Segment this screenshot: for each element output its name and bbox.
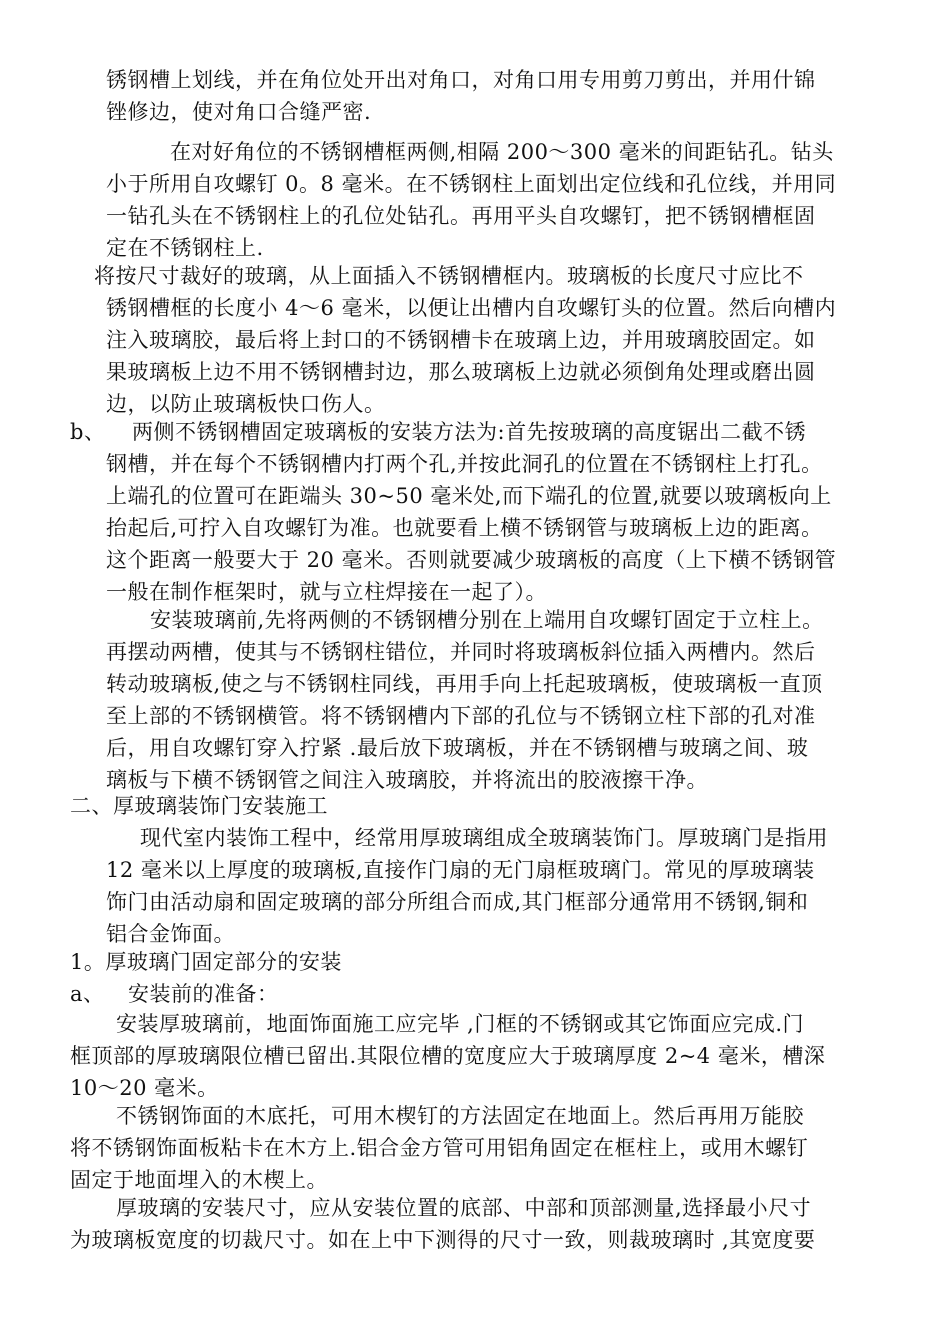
text-line: 不锈钢饰面的木底托，可用木楔钉的方法固定在地面上。然后再用万能胶 [116,1104,804,1128]
text-line: 在对好角位的不锈钢槽框两侧,相隔 200～300 毫米的间距钻孔。钻头 [170,140,834,164]
text-line: 厚玻璃的安装尺寸，应从安装位置的底部、中部和顶部测量,选择最小尺寸 [116,1196,812,1220]
list-item-heading: 安装前的准备： [128,982,279,1006]
text-line: 两侧不锈钢槽固定玻璃板的安装方法为:首先按玻璃的高度锯出二截不锈 [132,420,807,444]
text-line: 后，用自攻螺钉穿入拧紧 .最后放下玻璃板，并在不锈钢槽与玻璃之间、玻 [106,736,809,760]
text-line: 抬起后,可拧入自攻螺钉为准。也就要看上横不锈钢管与玻璃板上边的距离。 [106,516,823,540]
paragraph-3 [94,260,837,420]
text-line: 将不锈钢饰面板粘卡在木方上.铝合金方管可用铝角固定在框柱上，或用木螺钉 [70,1136,809,1160]
paragraph-5 [106,604,824,796]
text-line: 果玻璃板上边不用不锈钢槽封边，那么玻璃板上边就必须倒角处理或磨出圆 [106,360,816,384]
text-line: 饰门由活动扇和固定玻璃的部分所组合而成,其门框部分通常用不锈钢,铜和 [106,890,809,914]
text-line: 这个距离一般要大于 20 毫米。否则就要减少玻璃板的高度（上下横不锈钢管 [106,548,837,572]
text-line: 璃板与下横不锈钢管之间注入玻璃胶，并将流出的胶液擦干净。 [106,768,708,792]
text-line: 一般在制作框架时，就与立柱焊接在一起了）。 [106,580,547,604]
text-line: 锈钢槽框的长度小 4～6 毫米，以便让出槽内自攻螺钉头的位置。然后向槽内 [106,296,837,320]
text-line: 至上部的不锈钢横管。将不锈钢槽内下部的孔位与不锈钢立柱下部的孔对准 [106,704,816,728]
paragraph-2 [106,136,836,264]
text-line: 12 毫米以上厚度的玻璃板,直接作门扇的无门扇框玻璃门。常见的厚玻璃装 [106,858,815,882]
text-line: 锉修边，使对角口合缝严密. [106,100,372,124]
text-line: 锈钢槽上划线，并在角位处开出对角口，对角口用专用剪刀剪出，并用什锦 [106,68,816,92]
paragraph-8 [70,1100,808,1196]
text-line: 安装厚玻璃前，地面饰面施工应完毕 ,门框的不锈钢或其它饰面应完成.门 [116,1012,805,1036]
text-line: 注入玻璃胶，最后将上封口的不锈钢槽卡在玻璃上边，并用玻璃胶固定。如 [106,328,816,352]
text-line: 转动玻璃板,使之与不锈钢柱同线，再用手向上托起玻璃板，使玻璃板一直顶 [106,672,823,696]
text-line: 上端孔的位置可在距端头 30~50 毫米处,而下端孔的位置,就要以玻璃板向上 [106,484,832,508]
text-line: 将按尺寸裁好的玻璃，从上面插入不锈钢槽框内。玻璃板的长度尺寸应比不 [94,264,804,288]
text-line: 再摆动两槽，使其与不锈钢柱错位，并同时将玻璃板斜位插入两槽内。然后 [106,640,816,664]
paragraph-9 [70,1192,815,1256]
text-line: 安装玻璃前,先将两侧的不锈钢槽分别在上端用自攻螺钉固定于立柱上。 [150,608,824,632]
text-line: 小于所用自攻螺钉 0。8 毫米。在不锈钢柱上面划出定位线和孔位线，并用同 [106,172,837,196]
list-marker-b: b、 [70,420,106,444]
section-heading: 二、厚玻璃装饰门安装施工 [70,794,328,818]
paragraph-7 [70,1008,825,1104]
text-line: 边，以防止玻璃板快口伤人。 [106,392,386,416]
text-line: 定在不锈钢柱上. [106,236,264,260]
text-line: 铝合金饰面。 [106,922,235,946]
text-line: 框顶部的厚玻璃限位槽已留出.其限位槽的宽度应大于玻璃厚度 2~4 毫米，槽深 [70,1044,826,1068]
list-marker-a: a、 [70,982,105,1006]
subsection-heading: 1。厚玻璃门固定部分的安装 [70,950,342,974]
text-line: 一钻孔头在不锈钢柱上的孔位处钻孔。再用平头自攻螺钉，把不锈钢槽框固 [106,204,816,228]
paragraph-4 [106,416,836,608]
text-line: 为玻璃板宽度的切裁尺寸。如在上中下测得的尺寸一致，则裁玻璃时 ,其宽度要 [70,1228,816,1252]
text-line: 钢槽，并在每个不锈钢槽内打两个孔,并按此洞孔的位置在不锈钢柱上打孔。 [106,452,823,476]
text-line: 固定于地面埋入的木楔上。 [70,1168,328,1192]
paragraph-6 [106,822,828,950]
paragraph-1 [106,64,816,128]
text-line: 10～20 毫米。 [70,1076,219,1100]
text-line: 现代室内装饰工程中，经常用厚玻璃组成全玻璃装饰门。厚玻璃门是指用 [140,826,828,850]
